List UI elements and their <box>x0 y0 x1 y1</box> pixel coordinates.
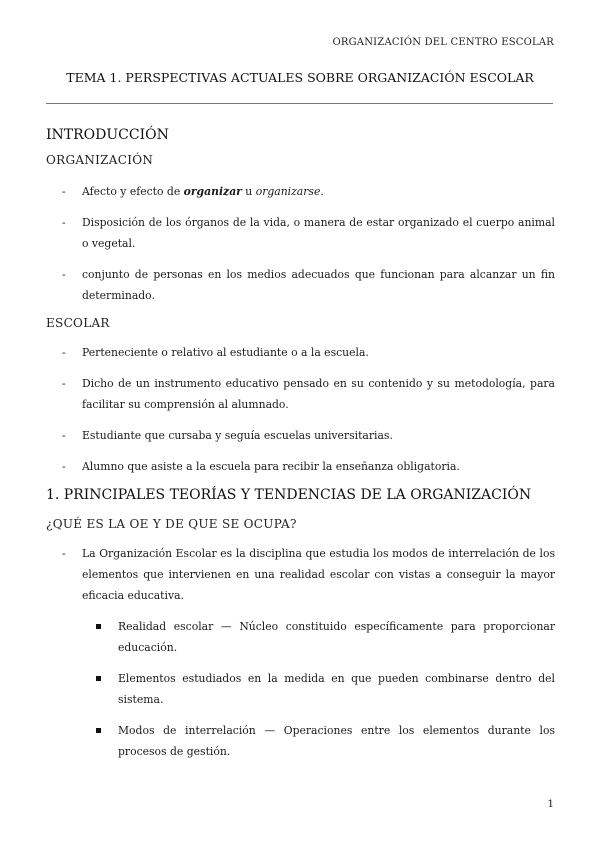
dash-bullet-icon: - <box>62 216 66 229</box>
dash-bullet-icon: - <box>62 346 66 359</box>
list-item <box>46 425 555 446</box>
emphasis-organizar: organizar <box>183 185 242 198</box>
dash-bullet-icon: - <box>62 429 66 442</box>
running-header: ORGANIZACIÓN DEL CENTRO ESCOLAR <box>332 37 554 48</box>
item-text-post: . <box>320 185 324 198</box>
list-item <box>46 720 555 762</box>
dash-bullet-icon: - <box>62 377 66 390</box>
item-text: Disposición de los órganos de la vida, o manera de estar organizado el cuerpo animal o vegetal. <box>82 216 555 250</box>
definition-list <box>46 543 555 762</box>
list-item <box>46 264 555 306</box>
dash-bullet-icon: - <box>62 185 66 198</box>
list-item <box>46 456 555 477</box>
question-heading: ¿QUÉ ES LA OE Y DE QUE SE OCUPA? <box>46 517 297 531</box>
square-bullet-icon <box>96 676 101 681</box>
list-item <box>46 543 555 762</box>
square-bullet-icon <box>96 728 101 733</box>
definition-text: La Organización Escolar es la disciplina que estudia los modos de interrelación de los elementos que intervienen en una realidad escolar con vistas a conseguir la mayor eficacia educativa. <box>82 547 555 602</box>
list-item <box>46 668 555 710</box>
item-text-mid: u <box>241 185 256 198</box>
dash-bullet-icon: - <box>62 460 66 473</box>
point-text: Realidad escolar — Núcleo constituido específicamente para proporcionar educación. <box>118 620 555 654</box>
list-item <box>46 212 555 254</box>
item-text-pre: Afecto y efecto de <box>82 185 184 198</box>
item-text: conjunto de personas en los medios adecuados que funcionan para alcanzar un fin determinado. <box>82 268 555 302</box>
point-text: Elementos estudiados en la medida en que pueden combinarse dentro del sistema. <box>118 672 555 706</box>
dash-bullet-icon: - <box>62 547 66 560</box>
item-text: Dicho de un instrumento educativo pensado en su contenido y su metodología, para facilitar su comprensión al alumnado. <box>82 377 555 411</box>
dash-bullet-icon: - <box>62 268 66 281</box>
item-text: Alumno que asiste a la escuela para recibir la enseñanza obligatoria. <box>82 460 460 473</box>
page-number: 1 <box>547 798 554 810</box>
points-list <box>46 616 555 762</box>
document-body <box>46 127 555 772</box>
square-bullet-icon <box>96 624 101 629</box>
list-item <box>46 616 555 658</box>
point-text: Modos de interrelación — Operaciones entre los elementos durante los procesos de gestión. <box>118 724 555 758</box>
organizacion-list <box>46 181 555 306</box>
emphasis-organizarse: organizarse <box>255 185 321 198</box>
list-item <box>46 342 555 363</box>
intro-heading: INTRODUCCIÓN <box>46 127 169 143</box>
list-item <box>46 373 555 415</box>
title-divider <box>46 103 553 104</box>
document-title: TEMA 1. PERSPECTIVAS ACTUALES SOBRE ORGANIZACIÓN ESCOLAR <box>66 70 534 85</box>
section1-heading: 1. PRINCIPALES TEORÍAS Y TENDENCIAS DE LA ORGANIZACIÓN <box>46 487 532 503</box>
organizacion-heading: ORGANIZACIÓN <box>46 153 154 167</box>
item-text: Perteneciente o relativo al estudiante o a la escuela. <box>82 346 369 359</box>
list-item <box>46 181 555 202</box>
escolar-list <box>46 342 555 477</box>
item-text: Estudiante que cursaba y seguía escuelas universitarias. <box>82 429 393 442</box>
escolar-heading: ESCOLAR <box>46 316 110 330</box>
